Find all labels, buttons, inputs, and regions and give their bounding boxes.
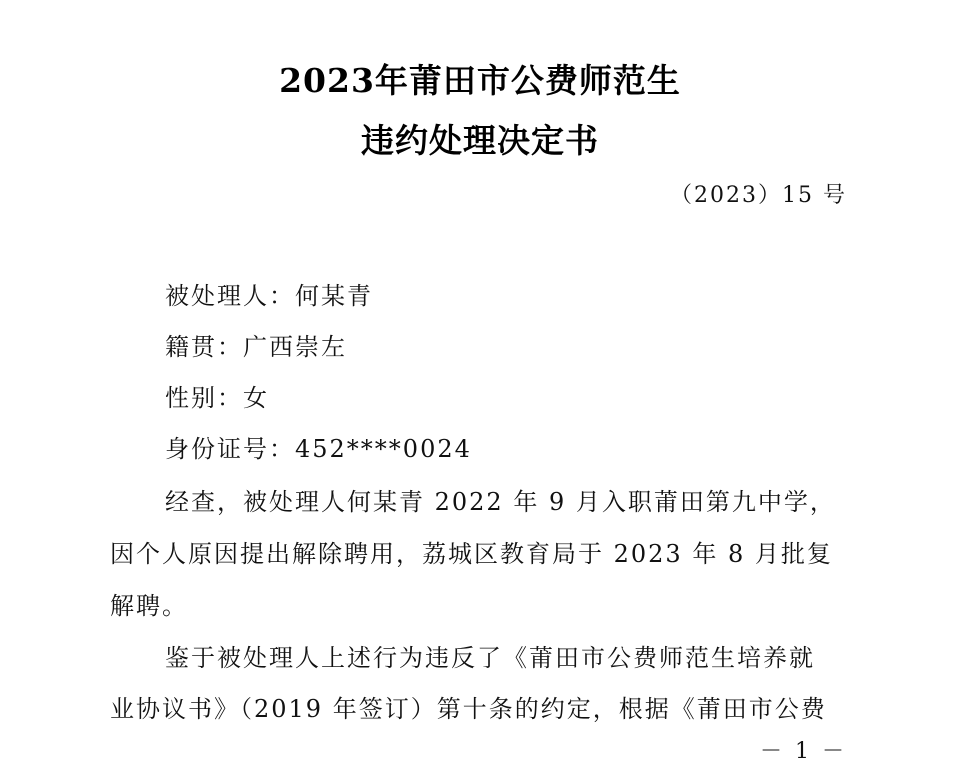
document-title-line-2: 违约处理决定书 [361, 121, 599, 160]
field-name: 被处理人：何某青 [165, 282, 373, 310]
paragraph-1-line-1: 经查，被处理人何某青 2022 年 9 月入职莆田第九中学， [165, 488, 836, 516]
document-title-line-1: 2023年莆田市公费师范生 [279, 61, 681, 100]
paragraph-2-line-1: 鉴于被处理人上述行为违反了《莆田市公费师范生培养就 [165, 644, 815, 672]
paragraph-1-line-2: 因个人原因提出解除聘用，荔城区教育局于 2023 年 8 月批复 [110, 540, 833, 568]
page-number: － 1 － [760, 739, 847, 764]
field-id-number: 身份证号：452****0024 [165, 435, 472, 463]
document-number: （2023）15 号 [670, 183, 847, 208]
field-gender: 性别：女 [165, 384, 269, 412]
paragraph-1-line-3: 解聘。 [110, 592, 188, 620]
field-native-place: 籍贯：广西崇左 [165, 333, 347, 361]
paragraph-2-line-2: 业协议书》（2019 年签订）第十条的约定，根据《莆田市公费 [110, 695, 827, 723]
